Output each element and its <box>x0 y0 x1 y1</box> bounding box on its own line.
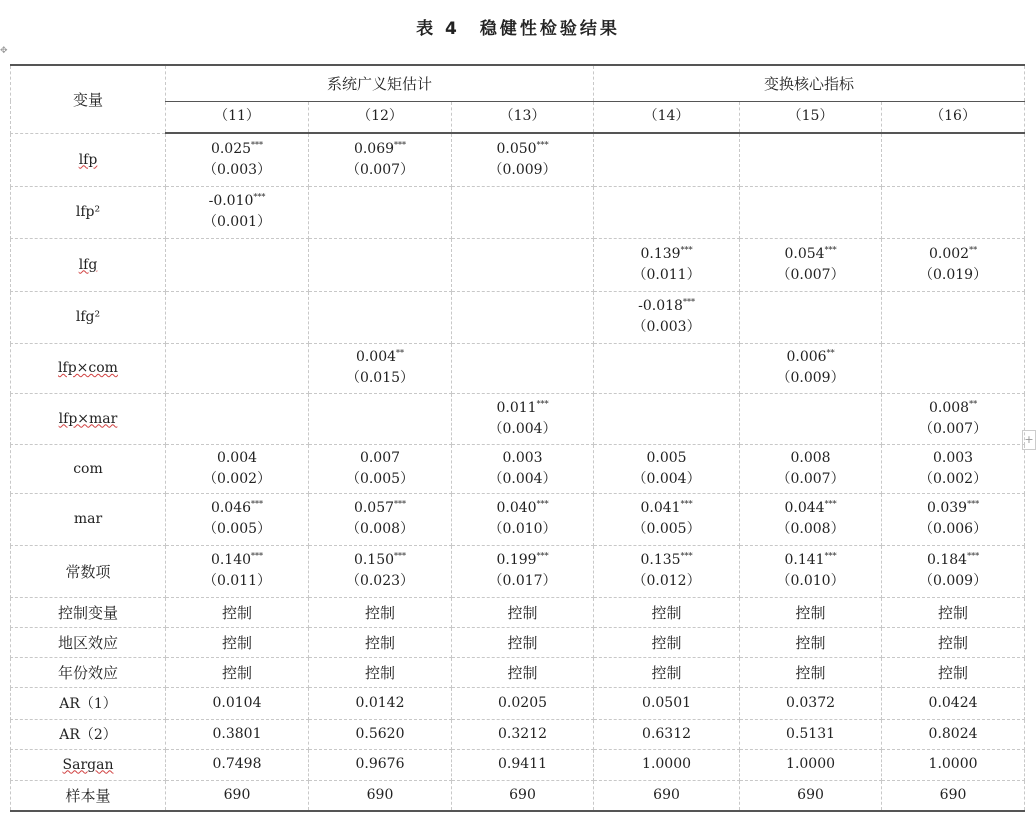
coefficient: 0.004 <box>216 449 258 466</box>
table-cell: 0.9676 <box>309 749 452 780</box>
column-header: （15） <box>740 101 882 133</box>
variable-header: 变量 <box>11 65 166 133</box>
standard-error: （0.003） <box>202 161 272 178</box>
coefficient: -0.018*** <box>638 297 695 314</box>
row-label <box>11 687 166 719</box>
row-label <box>11 393 166 444</box>
table-cell <box>594 133 740 186</box>
standard-error: （0.008） <box>345 521 415 537</box>
row-label-text: lfp <box>78 151 98 168</box>
table-cell <box>594 545 740 597</box>
row-label-text: lfg <box>78 256 98 273</box>
standard-error: （0.002） <box>202 470 272 487</box>
table-cell <box>166 545 309 597</box>
table-cell: 控制 <box>740 597 882 627</box>
table-cell: 控制 <box>594 597 740 627</box>
table-row <box>11 657 1025 687</box>
coefficient: 0.057*** <box>353 499 407 516</box>
table-cell <box>594 393 740 444</box>
column-header: （11） <box>166 101 309 133</box>
row-label <box>11 657 166 687</box>
table-row <box>11 780 1025 811</box>
row-label-text: 控制变量 <box>57 603 118 622</box>
standard-error: （0.009） <box>776 370 845 386</box>
table-cell <box>452 545 594 597</box>
table-cell: 控制 <box>740 657 882 687</box>
table-cell <box>882 343 1025 393</box>
standard-error: （0.006） <box>919 521 988 537</box>
table-cell: 控制 <box>882 627 1025 657</box>
table-title: 表 4 稳健性检验结果 <box>416 19 620 39</box>
column-header: （12） <box>309 101 452 133</box>
row-label-text: lfp×com <box>58 360 118 376</box>
table-cell <box>882 393 1025 444</box>
coefficient: 0.040*** <box>496 499 549 516</box>
row-label <box>11 780 166 811</box>
coefficient: 0.139*** <box>640 244 693 262</box>
row-label <box>11 545 166 597</box>
table-cell: 0.3212 <box>452 719 594 749</box>
row-label <box>11 597 166 627</box>
table-cell <box>309 133 452 186</box>
significance-stars: *** <box>680 551 693 561</box>
standard-error: （0.001） <box>202 214 272 230</box>
results-table <box>10 64 1025 812</box>
row-label-text: mar <box>73 511 103 527</box>
table-row <box>11 719 1025 749</box>
significance-stars: *** <box>536 499 549 509</box>
row-label-text: 常数项 <box>65 562 111 581</box>
table-cell <box>882 133 1025 186</box>
row-label <box>11 343 166 393</box>
table-cell: 控制 <box>452 627 594 657</box>
standard-error: （0.005） <box>632 521 701 537</box>
coefficient: 0.011*** <box>496 398 549 416</box>
coefficient: 0.050*** <box>496 140 549 157</box>
coefficient: 0.008 <box>790 449 831 466</box>
coefficient: 0.199*** <box>496 551 549 568</box>
row-label <box>11 238 166 291</box>
table-cell <box>309 493 452 545</box>
row-label <box>11 186 166 238</box>
table-cell <box>882 186 1025 238</box>
table-cell <box>882 444 1025 493</box>
coefficient: 0.006** <box>786 348 835 365</box>
row-label-text: 样本量 <box>65 786 111 805</box>
standard-error: （0.005） <box>345 470 415 487</box>
table-cell: 690 <box>882 780 1025 811</box>
table-cell <box>452 291 594 343</box>
table-cell <box>740 493 882 545</box>
table-row <box>11 133 1025 186</box>
coefficient: 0.054*** <box>784 244 837 262</box>
significance-stars: *** <box>251 140 264 150</box>
table-row <box>11 444 1025 493</box>
table-cell: 控制 <box>594 657 740 687</box>
table-cell: 控制 <box>452 597 594 627</box>
table-cell <box>166 186 309 238</box>
table-cell <box>166 444 309 493</box>
coefficient: 0.039*** <box>927 499 980 516</box>
coefficient: 0.069*** <box>353 140 407 157</box>
coefficient: 0.002** <box>929 244 978 262</box>
table-cell: 690 <box>309 780 452 811</box>
standard-error: （0.009） <box>919 573 988 589</box>
coefficient: 0.135*** <box>640 551 693 568</box>
significance-stars: *** <box>536 140 549 150</box>
row-label <box>11 719 166 749</box>
standard-error: （0.015） <box>345 370 415 386</box>
column-header: （14） <box>594 101 740 133</box>
table-cell: 控制 <box>740 627 882 657</box>
table-cell: 控制 <box>594 627 740 657</box>
significance-stars: *** <box>394 140 407 150</box>
column-header: （16） <box>882 101 1025 133</box>
standard-error: （0.005） <box>202 521 272 537</box>
significance-stars: *** <box>253 192 266 202</box>
table-cell: 0.0104 <box>166 687 309 719</box>
table-cell: 0.0205 <box>452 687 594 719</box>
table-cell <box>309 238 452 291</box>
table-cell <box>740 291 882 343</box>
standard-error: （0.007） <box>776 266 845 283</box>
row-label-text: Sargan <box>62 756 114 773</box>
significance-stars: *** <box>824 551 837 561</box>
table-cell: 690 <box>166 780 309 811</box>
table-row <box>11 627 1025 657</box>
table-cell <box>740 238 882 291</box>
significance-stars: *** <box>251 551 264 561</box>
table-cell: 690 <box>594 780 740 811</box>
table-cell <box>740 186 882 238</box>
table-cell <box>166 291 309 343</box>
row-label-text: lfp×mar <box>58 410 118 427</box>
table-cell <box>740 343 882 393</box>
table-row <box>11 238 1025 291</box>
significance-stars: ** <box>826 348 835 358</box>
significance-stars: *** <box>967 499 980 509</box>
coefficient: 0.141*** <box>784 551 837 568</box>
table-cell <box>740 393 882 444</box>
table-cell <box>452 343 594 393</box>
table-row <box>11 545 1025 597</box>
group-header-alt-index: 变换核心指标 <box>594 65 1025 101</box>
table-cell <box>594 343 740 393</box>
table-row <box>11 687 1025 719</box>
table-cell <box>309 343 452 393</box>
coefficient: 0.046*** <box>210 499 264 516</box>
column-header: （13） <box>452 101 594 133</box>
table-cell <box>882 238 1025 291</box>
significance-stars: *** <box>536 398 549 408</box>
table-cell <box>166 343 309 393</box>
table-cell: 0.5131 <box>740 719 882 749</box>
table-cell <box>594 444 740 493</box>
row-label-text: AR（2） <box>59 727 117 743</box>
row-label-text: 年份效应 <box>57 663 118 682</box>
coefficient: 0.025*** <box>210 140 264 157</box>
table-row <box>11 343 1025 393</box>
significance-stars: *** <box>824 244 837 254</box>
coefficient: 0.044*** <box>784 499 837 516</box>
coefficient: 0.041*** <box>640 499 693 516</box>
table-cell: 控制 <box>882 657 1025 687</box>
table-cell: 0.7498 <box>166 749 309 780</box>
table-cell: 0.0501 <box>594 687 740 719</box>
coefficient: -0.010*** <box>208 192 266 209</box>
significance-stars: *** <box>251 499 264 509</box>
table-cell: 1.0000 <box>882 749 1025 780</box>
table-cell: 控制 <box>166 597 309 627</box>
standard-error: （0.023） <box>345 573 415 589</box>
significance-stars: ** <box>969 398 978 408</box>
standard-error: （0.004） <box>488 420 557 437</box>
standard-error: （0.002） <box>919 470 988 487</box>
table-cell <box>882 545 1025 597</box>
table-cell <box>309 545 452 597</box>
row-label <box>11 291 166 343</box>
row-label <box>11 493 166 545</box>
standard-error: （0.007） <box>776 470 845 487</box>
standard-error: （0.004） <box>488 470 557 487</box>
table-cell <box>740 444 882 493</box>
significance-stars: *** <box>967 551 980 561</box>
standard-error: （0.008） <box>776 521 845 537</box>
table-row <box>11 291 1025 343</box>
table-row <box>11 493 1025 545</box>
table-cell <box>594 493 740 545</box>
standard-error: （0.011） <box>632 266 701 283</box>
table-cell <box>740 133 882 186</box>
table-cell <box>452 493 594 545</box>
row-label-text: lfp² <box>75 204 101 220</box>
table-cell: 控制 <box>166 627 309 657</box>
table-cell: 控制 <box>166 657 309 687</box>
table-cell: 0.8024 <box>882 719 1025 749</box>
coefficient: 0.007 <box>359 449 401 466</box>
group-header-gmm: 系统广义矩估计 <box>166 65 594 101</box>
table-cell: 0.0372 <box>740 687 882 719</box>
table-cell <box>452 444 594 493</box>
table-cell: 控制 <box>309 597 452 627</box>
table-cell <box>166 238 309 291</box>
coefficient: 0.140*** <box>210 551 264 568</box>
table-cell <box>452 393 594 444</box>
standard-error: （0.011） <box>202 573 272 589</box>
table-cell: 0.6312 <box>594 719 740 749</box>
significance-stars: ** <box>969 244 978 254</box>
table-cell <box>594 186 740 238</box>
table-cell: 控制 <box>452 657 594 687</box>
standard-error: （0.010） <box>776 573 845 589</box>
standard-error: （0.019） <box>919 266 988 283</box>
significance-stars: *** <box>680 499 693 509</box>
table-cell: 690 <box>740 780 882 811</box>
table-cell: 0.9411 <box>452 749 594 780</box>
standard-error: （0.012） <box>632 573 701 589</box>
significance-stars: *** <box>394 551 407 561</box>
standard-error: （0.007） <box>345 161 415 178</box>
row-label-text: AR（1） <box>59 696 117 712</box>
coefficient: 0.005 <box>646 449 687 466</box>
table-cell <box>166 133 309 186</box>
row-label <box>11 444 166 493</box>
coefficient: 0.003 <box>933 449 974 466</box>
standard-error: （0.003） <box>632 319 701 335</box>
table-anchor-icon[interactable]: ✥ <box>0 46 8 56</box>
row-label-text: com <box>73 460 103 477</box>
table-cell: 0.5620 <box>309 719 452 749</box>
table-cell <box>594 238 740 291</box>
table-cell <box>594 291 740 343</box>
table-cell <box>882 291 1025 343</box>
row-label <box>11 749 166 780</box>
significance-stars: *** <box>536 551 549 561</box>
standard-error: （0.009） <box>488 161 557 178</box>
table-cell <box>452 186 594 238</box>
standard-error: （0.017） <box>488 573 557 589</box>
table-cell: 0.3801 <box>166 719 309 749</box>
table-cell <box>166 393 309 444</box>
significance-stars: *** <box>824 499 837 509</box>
coefficient: 0.150*** <box>353 551 407 568</box>
table-cell: 0.0142 <box>309 687 452 719</box>
standard-error: （0.007） <box>919 420 988 437</box>
table-cell <box>309 186 452 238</box>
table-row <box>11 393 1025 444</box>
table-cell <box>452 238 594 291</box>
table-cell: 690 <box>452 780 594 811</box>
add-column-icon[interactable]: + <box>1022 430 1036 450</box>
significance-stars: *** <box>682 297 695 307</box>
row-label-text: lfg² <box>75 309 101 325</box>
table-cell: 1.0000 <box>740 749 882 780</box>
significance-stars: ** <box>396 348 405 358</box>
row-label-text: 地区效应 <box>57 633 118 652</box>
table-cell <box>309 444 452 493</box>
table-cell <box>309 393 452 444</box>
table-cell: 控制 <box>882 597 1025 627</box>
table-cell: 0.0424 <box>882 687 1025 719</box>
table-cell <box>882 493 1025 545</box>
coefficient: 0.008** <box>929 398 978 416</box>
significance-stars: *** <box>680 244 693 254</box>
table-cell <box>166 493 309 545</box>
table-cell: 控制 <box>309 627 452 657</box>
coefficient: 0.004** <box>355 348 405 365</box>
table-cell: 1.0000 <box>594 749 740 780</box>
row-label <box>11 627 166 657</box>
table-cell <box>452 133 594 186</box>
standard-error: （0.004） <box>632 470 701 487</box>
significance-stars: *** <box>394 499 407 509</box>
table-row <box>11 597 1025 627</box>
coefficient: 0.184*** <box>927 551 980 568</box>
coefficient: 0.003 <box>502 449 543 466</box>
table-row <box>11 749 1025 780</box>
table-cell <box>740 545 882 597</box>
table-cell <box>309 291 452 343</box>
row-label <box>11 133 166 186</box>
table-row <box>11 186 1025 238</box>
table-cell: 控制 <box>309 657 452 687</box>
standard-error: （0.010） <box>488 521 557 537</box>
